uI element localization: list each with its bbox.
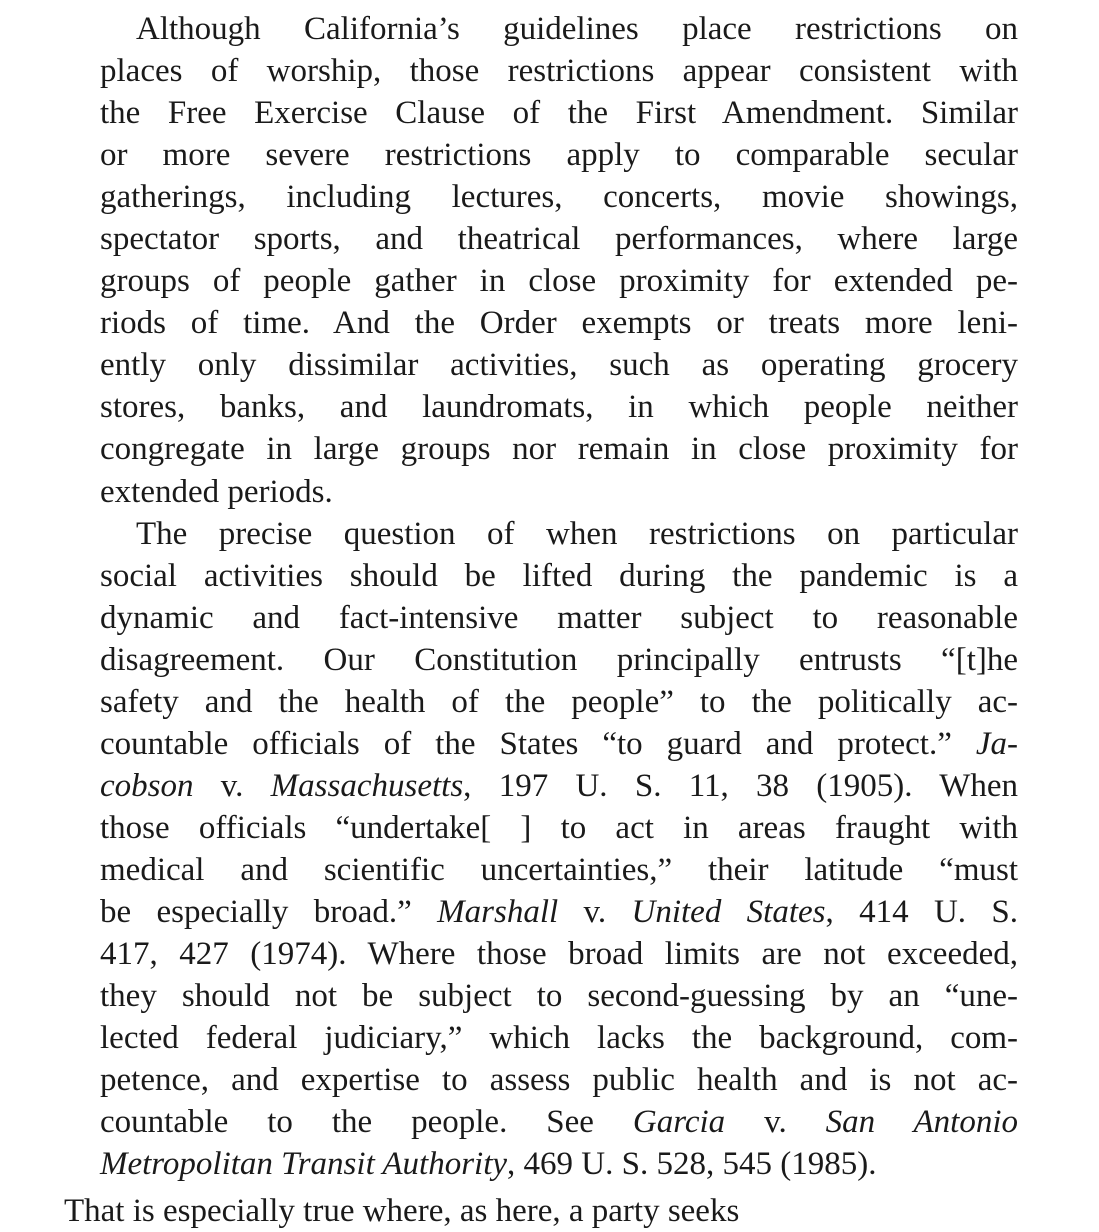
text-line: ently only dissimilar activities, such as operating grocery [100,347,1018,384]
text-segment: v. [558,893,632,930]
text-segment: , 414 U. S. [825,893,1018,930]
text-segment: , 197 U. S. 11, 38 (1905). When [463,767,1019,804]
text-line: Although California’s guidelines place restrictions on [136,11,1018,47]
case-name-italic: San Antonio [825,1104,1019,1141]
text-line: groups of people gather in close proximity for extended pe- [100,263,1018,300]
text-line: extended periods. [100,473,333,510]
text-line [64,1101,1018,1143]
text-line [64,891,1018,933]
text-line: places of worship, those restrictions appear consistent with [100,53,1018,90]
text-line: dynamic and fact-intensive matter subject to reasonable [100,599,1018,636]
text-line: 417, 427 (1974). Where those broad limits are not exceeded, [100,936,1018,973]
text-line: social activities should be lifted during the pandemic is a [100,557,1018,594]
text-line: medical and scientific uncertainties,” their latitude “must [100,851,1018,888]
text-line: riods of time. And the Order exempts or treats more leni- [100,305,1018,342]
text-line: or more severe restrictions apply to comparable secular [100,137,1018,174]
cut-off-text-line [64,1190,1018,1229]
text-line [64,1143,1018,1185]
text-segment: countable to the people. See [100,1104,633,1141]
text-line: congregate in large groups nor remain in close proximity for [100,431,1018,468]
case-name-italic: Marshall [437,893,559,930]
text-segment: v. [193,767,271,804]
text-line: disagreement. Our Constitution principally entrusts “[t]he [100,641,1018,678]
paragraph-2 [64,513,1018,1186]
text-line: lected federal judiciary,” which lacks the background, com- [100,1020,1018,1057]
text-line [64,723,1018,765]
text-line: The precise question of when restrictions on particular [136,515,1018,552]
opinion-text [64,8,1018,1185]
text-segment: That is especially true where, as here, a party seeks [64,1193,740,1229]
text-segment: v. [725,1104,826,1141]
case-name-italic: cobson [100,767,194,804]
text-line [64,765,1018,807]
text-line: stores, banks, and laundromats, in which people neither [100,389,1018,426]
text-segment: countable officials of the States “to guard and protect.” [100,725,976,762]
text-line: the Free Exercise Clause of the First Amendment. Similar [100,95,1018,132]
case-name-italic: United States [631,893,826,930]
paragraph-1 [64,8,1018,513]
text-line: safety and the health of the people” to the politically ac- [100,683,1018,720]
text-line: those officials “undertake[ ] to act in areas fraught with [100,809,1018,846]
text-line: they should not be subject to second-guessing by an “une- [100,978,1018,1015]
text-segment: , 469 U. S. 528, 545 (1985). [507,1146,877,1183]
text-line: gatherings, including lectures, concerts, movie showings, [100,179,1018,216]
case-name-italic: Garcia [632,1104,726,1141]
case-name-italic: Metropolitan Transit Authority [100,1146,508,1183]
case-name-italic: Massachusetts [270,767,464,804]
text-segment: be especially broad.” [100,893,438,930]
case-name-italic: Ja- [975,725,1018,762]
text-line: spectator sports, and theatrical performances, where large [100,221,1018,258]
text-line: petence, and expertise to assess public health and is not ac- [100,1062,1018,1099]
